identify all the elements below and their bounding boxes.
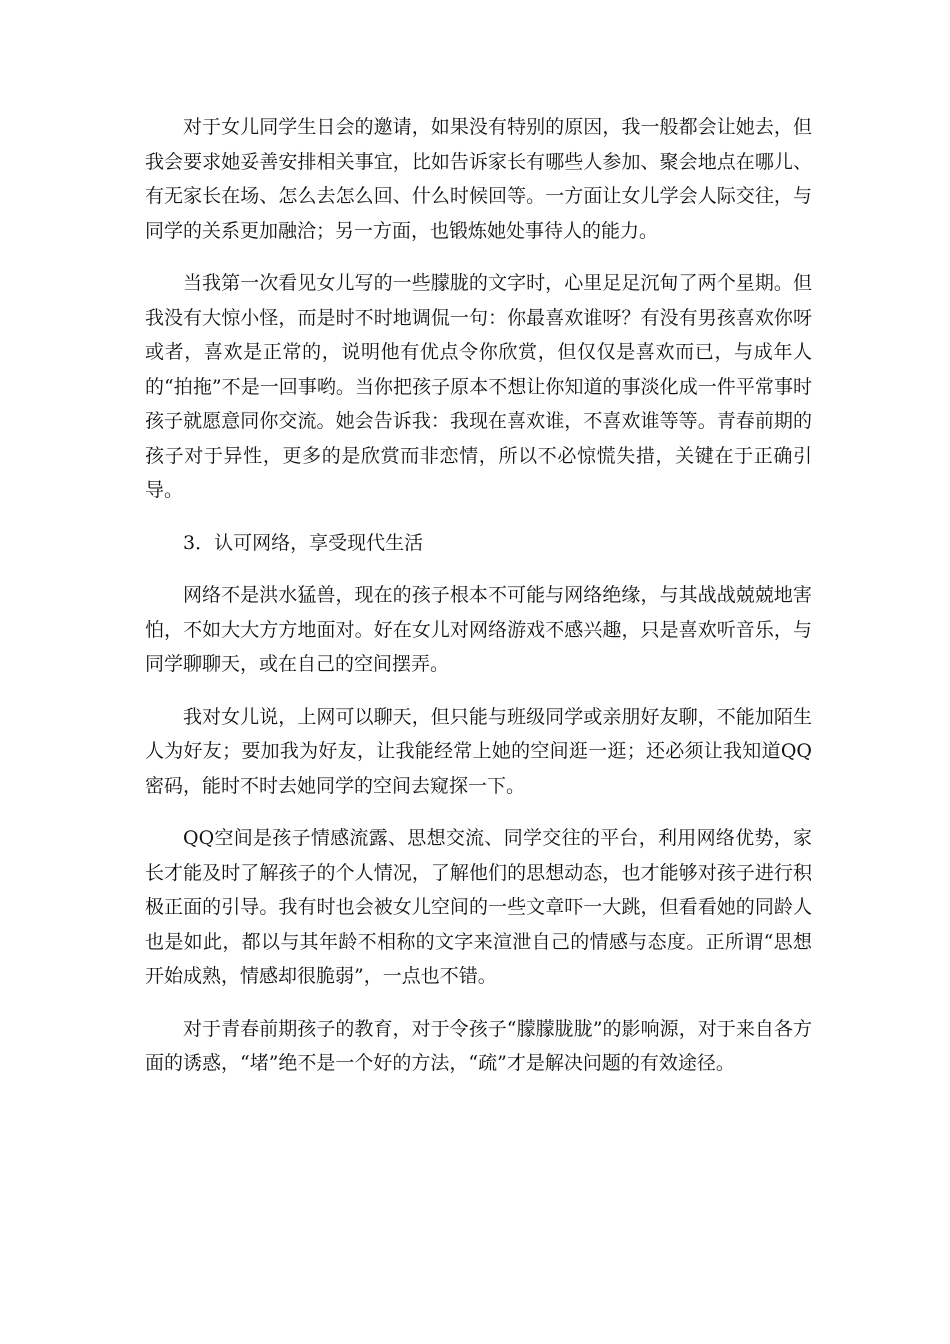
paragraph-internet-not-monster: 网络不是洪水猛兽，现在的孩子根本不可能与网络绝缘，与其战战兢兢地害怕，不如大大方方地面对。好在女儿对网络游戏不感兴趣，只是喜欢听音乐，与同学聊聊天，或在自己的空间摆弄。 xyxy=(145,584,812,675)
paragraph-qq-space: QQ空间是孩子情感流露、思想交流、同学交往的平台，利用网络优势，家长才能及时了解孩子的个人情况，了解他们的思想动态，也才能够对孩子进行积极正面的引导。我有时也会被女儿空间的一些文章吓一大跳，但看看她的同龄人也是如此，都以与其年龄不相称的文字来渲泄自己的情感与态度。正所谓“思想开始成熟，情感却很脆弱”，一点也不错。 xyxy=(145,827,812,987)
paragraph-online-chat-rules: 我对女儿说，上网可以聊天，但只能与班级同学或亲朋好友聊，不能加陌生人为好友；要加我为好友，让我能经常上她的空间逛一逛；还必须让我知道QQ密码，能时不时去她同学的空间去窥探一下。 xyxy=(145,705,812,797)
paragraph-birthday-invitation: 对于女儿同学生日会的邀请，如果没有特别的原因，我一般都会让她去，但我会要求她妥善安排相关事宜，比如告诉家长有哪些人参加、聚会地点在哪儿、有无家长在场、怎么去怎么回、什么时候回等。一方面让女儿学会人际交往，与同学的关系更加融洽；另一方面，也锻炼她处事待人的能力。 xyxy=(145,116,812,242)
section-heading-internet: 3．认可网络，享受现代生活 xyxy=(183,531,424,554)
document-page xyxy=(145,110,812,1099)
paragraph-hazy-writing: 当我第一次看见女儿写的一些朦胧的文字时，心里足足沉甸了两个星期。但我没有大惊小怪，而是时不时地调侃一句：你最喜欢谁呀？有没有男孩喜欢你呀或者，喜欢是正常的，说明他有优点令你欣赏，但仅仅是喜欢而已，与成年人的“拍拖”不是一回事哟。当你把孩子原本不想让你知道的事淡化成一件平常事时孩子就愿意同你交流。她会告诉我：我现在喜欢谁，不喜欢谁等等。青春前期的孩子对于异性，更多的是欣赏而非恋情，所以不必惊慌失措，关键在于正确引导。 xyxy=(145,272,812,501)
paragraph-conclusion: 对于青春前期孩子的教育，对于令孩子“朦朦胧胧”的影响源，对于来自各方面的诱惑，“堵”绝不是一个好的方法，“疏”才是解决问题的有效途径。 xyxy=(145,1017,812,1074)
